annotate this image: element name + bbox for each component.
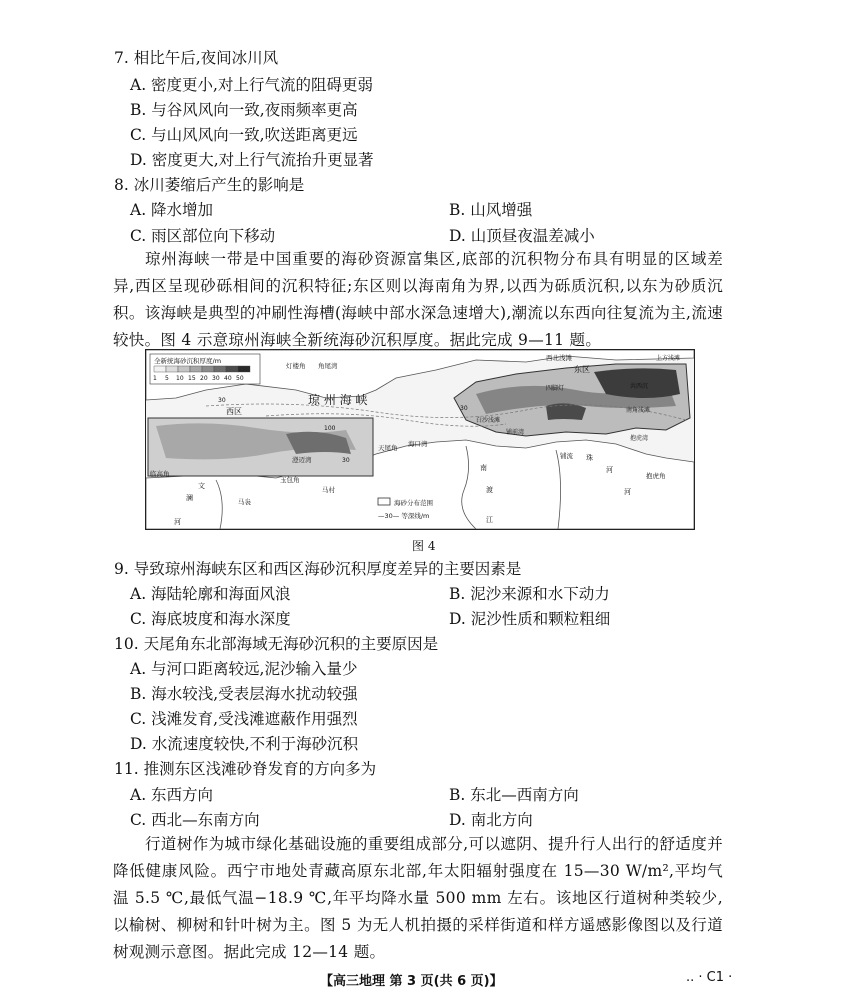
q7-option-c: C. 与山风风向一致,吹送距离更远 (130, 126, 358, 144)
q10-option-b: B. 海水较浅,受表层海水扰动较强 (130, 685, 358, 703)
label-tianweijiao: 天尾角 (378, 444, 398, 452)
q10-option-c: C. 浅滩发育,受浅滩遮蔽作用强烈 (130, 710, 358, 728)
q9-option-d: D. 泥沙性质和颗粒粗细 (449, 610, 611, 628)
label-linjiaoqian: 临高角 (150, 470, 170, 478)
label-haikouwan: 海口湾 (408, 440, 428, 448)
legend-tick-4: 15 (188, 375, 196, 382)
legend (150, 354, 260, 384)
label-dengloujiao: 灯楼角 (286, 362, 306, 370)
q7-option-b: B. 与谷风风向一致,夜雨频率更高 (130, 101, 358, 119)
page-code: .. · C1 · (686, 970, 733, 985)
legend-swatch-5 (202, 366, 214, 372)
q7-stem: 7. 相比午后,夜间冰川风 (114, 49, 279, 67)
legend-tick-1: 1 (153, 375, 157, 382)
label-dihujiao: 抱虎角 (646, 472, 666, 480)
passage-qiongzhou: 琼州海峡一带是中国重要的海砂资源富集区,底部的沉积物分布具有明显的区域差异,西区呈现砂砾相间的沉积特征;东区则以海南角为界,以西为砾质沉积,以东为砂质沉积。该海峡是典型的冲刷性海槽(海峡中部水深急速增大),潮流以东西向往复流为主,流速较快。图 4 示意琼州海峡全新统海砂沉积厚度。据此完成 9—11 题。 (113, 250, 723, 349)
label-hekou: 河 (606, 466, 613, 474)
label-wen: 文 (198, 482, 205, 490)
q8-option-b: B. 山风增强 (449, 201, 533, 219)
legend-tick-2: 5 (165, 375, 169, 382)
page-footer: 【高三地理 第 3 页(共 6 页)】 (320, 974, 503, 989)
map-svg (146, 350, 694, 529)
legend-tick-3: 10 (176, 375, 184, 382)
q9-stem: 9. 导致琼州海峡东区和西区海砂沉积厚度差异的主要因素是 (114, 560, 522, 578)
label-zhu: 珠 (586, 454, 593, 462)
legend-title: 全新统海砂沉积厚度/m (154, 357, 222, 365)
legend-swatch-3 (178, 366, 190, 372)
q11-option-c: C. 西北—东南方向 (130, 811, 260, 829)
label-shangfang-shoal: 上方浅滩 (656, 355, 681, 362)
q7-option-d: D. 密度更大,对上行气流抬升更显著 (130, 151, 374, 169)
legend-tick-5: 20 (200, 375, 208, 382)
legend-swatch-4 (190, 366, 202, 372)
label-puqianwan: 铺前湾 (506, 429, 525, 436)
figure-4-caption: 图 4 (412, 539, 436, 553)
q7-option-a: A. 密度更小,对上行气流的阻碍更弱 (130, 76, 373, 94)
label-gongdeng: 四脚灯 (546, 385, 565, 392)
q10-option-a: A. 与河口距离较远,泥沙输入量少 (130, 660, 358, 678)
label-mahui: 马袅 (238, 498, 251, 506)
label-nanjiao: 南角浅滩 (626, 407, 651, 414)
q11-option-d: D. 南北方向 (449, 811, 533, 829)
q11-option-a: A. 东西方向 (130, 786, 214, 804)
q11-stem: 11. 推测东区浅滩砂脊发育的方向多为 (114, 760, 377, 778)
label-jiang: 江 (486, 516, 493, 524)
label-depth-30a: 30 (218, 397, 226, 404)
label-yubaojiao: 玉包角 (280, 476, 300, 484)
label-chenglanwan: 澄迈湾 (292, 456, 312, 464)
q8-option-a: A. 降水增加 (130, 201, 214, 219)
label-west-zone: 西区 (226, 407, 242, 416)
label-lan: 澜 (186, 494, 193, 502)
label-du: 渡 (486, 486, 493, 494)
legend-swatch-7 (226, 366, 238, 372)
legend-swatch-6 (214, 366, 226, 372)
legend-tick-6: 30 (212, 375, 220, 382)
q10-stem: 10. 天尾角东北部海域无海砂沉积的主要原因是 (114, 635, 439, 653)
legend-swatch-2 (166, 366, 178, 372)
legend-range-label: 海砂分布范围 (394, 499, 433, 507)
q9-option-a: A. 海陆轮廓和海面风浪 (130, 585, 291, 603)
q8-option-d: D. 山顶昼夜温差减小 (449, 227, 595, 245)
label-macun: 马村 (322, 486, 335, 494)
legend-contour-label: —30— 等深线/m (378, 512, 430, 520)
label-depth-30c: 30 (342, 457, 350, 464)
label-chenjiao: 抱虎湾 (630, 435, 649, 442)
q8-option-c: C. 雨区部位向下移动 (130, 227, 276, 245)
q11-option-b: B. 东北—西南方向 (449, 786, 579, 804)
label-nan: 南 (480, 464, 487, 472)
q9-option-b: B. 泥沙来源和水下动力 (449, 585, 610, 603)
label-he1: 河 (174, 518, 181, 526)
label-strait: 琼 州 海 峡 (308, 393, 368, 407)
legend-tick-7: 40 (224, 375, 232, 382)
label-east-zone: 东区 (574, 365, 590, 374)
q8-stem: 8. 冰川萎缩后产生的影响是 (114, 176, 305, 194)
label-depth-100: 100 (324, 425, 336, 432)
passage-xining: 行道树作为城市绿化基础设施的重要组成部分,可以遮阴、提升行人出行的舒适度并降低健康风险。西宁市地处青藏高原东北部,年太阳辐射强度在 15—30 W/m²,平均气温 5.5 ℃,最低气温−18.9 ℃,年平均降水量 500 mm 左右。该地区行道树种类较少,以榆树、柳树和针叶树为主。图 5 为无人机拍摄的采样街道和样方遥感影像图以及行道树观测示意图。据此完成 12—14 题。 (113, 835, 723, 961)
label-gongxi: 共西沉 (630, 383, 649, 390)
label-depth-30b: 30 (460, 405, 468, 412)
label-jiaoweiwan: 角尾湾 (318, 362, 338, 370)
q9-option-c: C. 海底坡度和海水深度 (130, 610, 291, 628)
legend-tick-8: 50 (236, 375, 244, 382)
legend-swatch-8 (238, 366, 250, 372)
label-baishaa: 白沙浅滩 (476, 417, 501, 424)
label-xilian-shoal: 西北浅滩 (546, 354, 572, 362)
label-puqian-lin: 铺流 (560, 452, 573, 460)
legend-swatch-1 (154, 366, 166, 372)
figure-4-map (145, 349, 695, 530)
q10-option-d: D. 水流速度较快,不利于海砂沉积 (130, 735, 359, 753)
label-he2: 河 (624, 488, 631, 496)
